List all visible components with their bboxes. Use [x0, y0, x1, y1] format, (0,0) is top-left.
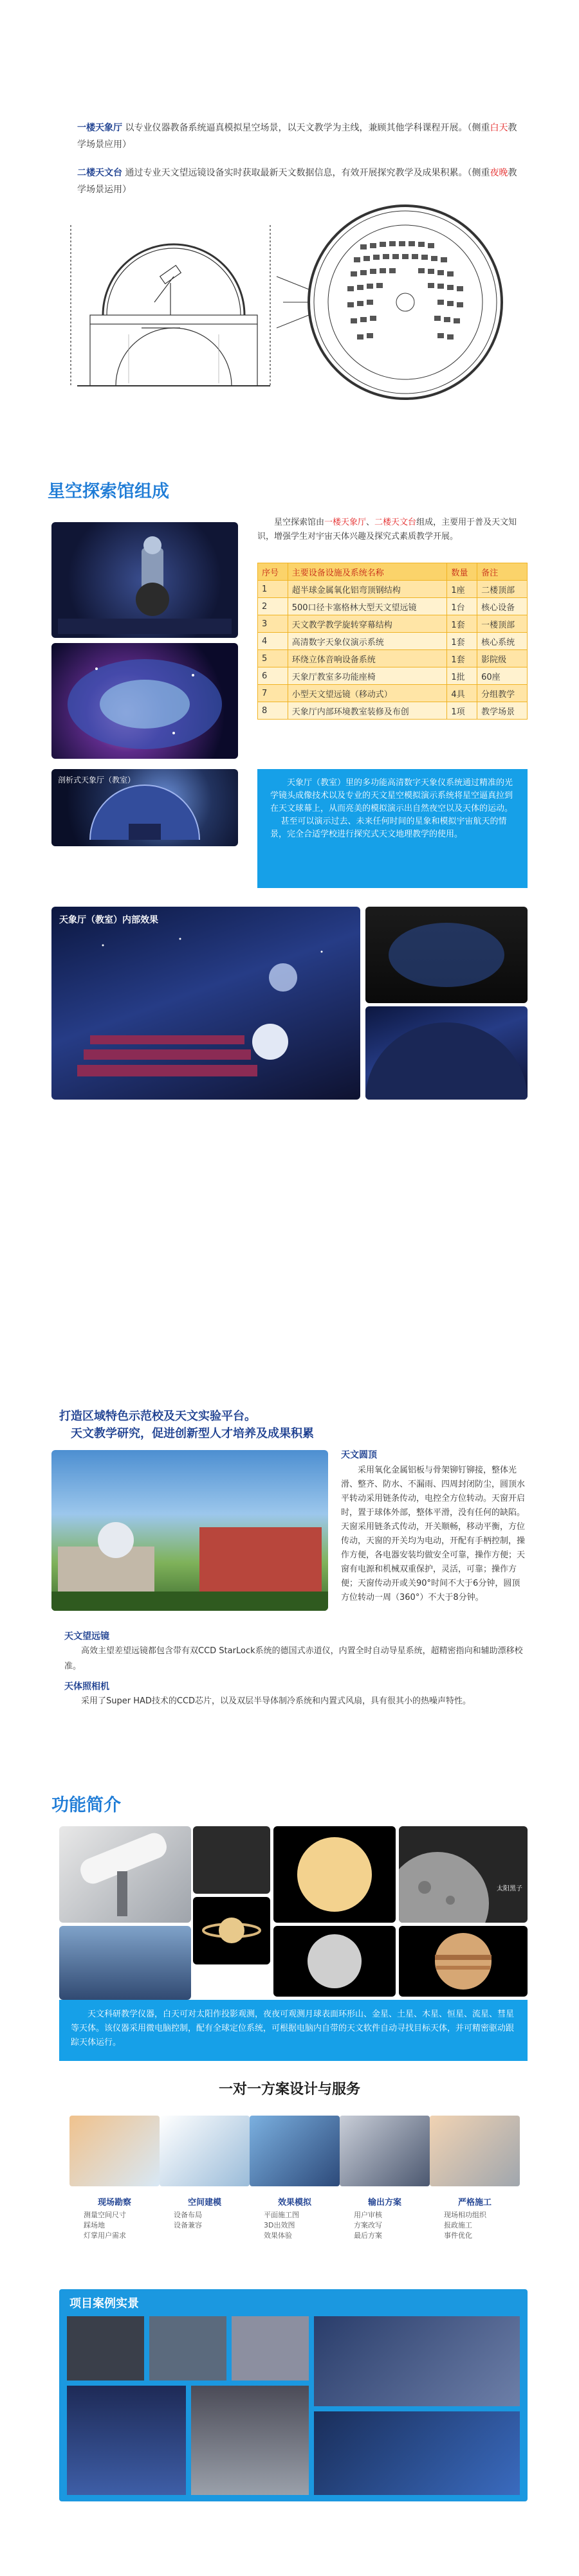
dome-interior-caption: 天象厅（教室）内部效果: [59, 915, 158, 925]
sunspot-label: 太阳黑子: [497, 1885, 522, 1892]
cutaway-planetarium-photo: [51, 769, 238, 846]
intro-p1-title: 一楼天象厅: [77, 123, 122, 133]
dome-feature-title: 天文圆顶: [341, 1450, 377, 1460]
students-observing-photo: [59, 1926, 191, 2000]
starfield-photo-a: [365, 907, 528, 1003]
case-photo: [149, 2316, 226, 2381]
intro-paragraph-2: 二楼天文台 通过专业天文望远镜设备实时获取最新天文数据信息，有效开展探究教学及成果积累。（侧重夜晚教学场景运用）: [77, 168, 517, 195]
table-row: 6 天象厅教室多功能座椅 1批 60座: [258, 667, 528, 685]
table-header-row: 序号 主要设备设施及系统名称 数量 备注: [258, 563, 528, 581]
observatory-visit-photo: [193, 1826, 270, 1894]
moon-full-photo: [273, 1926, 396, 1997]
camera-body: 采用了Super HAD技术的CCD芯片，以及双层半导体制冷系统和内置式风扇，具有很其小的热噪声特性。: [81, 1696, 472, 1706]
service-card-construction: 严格施工 现场相功组织 报政施工 事件优化: [430, 2116, 520, 2228]
table-row: 4 高清数字天象仪演示系统 1套 核心系统: [258, 633, 528, 650]
table-row: 8 天象厅内部环境教室装修及布创 1项 教学场景: [258, 702, 528, 720]
section-title-cases: 项目案例实景: [69, 2297, 139, 2310]
service-card-image: [430, 2116, 520, 2186]
intro-p2-title: 二楼天文台: [77, 168, 122, 178]
service-card-survey: 现场勘察 测量空间尺寸 踩场地 灯掌用户需求: [69, 2116, 160, 2228]
planetarium-info-panel: 天象厅（教室）里的多功能高清数字天象仪系统通过精准的光学镜头成像技术以及专业的天文星空模拟演示系统将星空逼真拉到在天文球幕上，从而亮美的模拟演示出自然夜空以及天体的运动。 甚至可以演示过去、未来任何时间的星象和模拟宇宙航天的情景，完全合适学校进行探究式天文地理教学的使用。: [257, 769, 528, 888]
case-photo: [314, 2411, 520, 2495]
telescope-body: 高效主望差望远镜都包含带有双CCD StarLock系统的德国式赤道仪，内置全时自动导星系统，超精密指向和辅助漂移校准。: [64, 1646, 523, 1671]
service-card-image: [160, 2116, 250, 2186]
saturn-photo: [193, 1897, 270, 1964]
dome-interior-photo: [51, 907, 360, 1100]
camera-title: 天体照相机: [64, 1682, 109, 1692]
service-card-image: [340, 2116, 430, 2186]
projector-photo: [51, 522, 238, 638]
dome-feature-body: 采用氧化金属铝板与骨架铆钉铆接，整体光滑、整齐、防水、不漏雨、四周封闭防尘，圆顶水平转动采用链条传动，电控全方位转动。天窗开启时，置于球体外部，整体平滑，没有任何的缺陷。天窗采用链条式传动，开关顺畅，移动平衡，方位传动，天窗的开关均为电动，开配有手柄控制，操作方便，各电器安装均做安全可靠，操作方便；天窗有电源和机械双重保护，灵活，可靠；操作方便；天窗传动开或关90°时间不大于6分钟，圆顶方位转动一周（360°）不大于8分钟。: [341, 1465, 526, 1602]
service-card-image: [69, 2116, 160, 2186]
case-photo: [232, 2316, 309, 2381]
telescope-photo: [59, 1826, 191, 1923]
service-card-modeling: 空间建模 设备布局 设备兼容: [160, 2116, 250, 2228]
table-row: 2 500口径卡塞格林大型天文望远镜 1台 核心设备: [258, 598, 528, 615]
table-row: 7 小型天文望远镜（移动式） 4具 分组教学: [258, 685, 528, 702]
case-photo: [191, 2386, 309, 2495]
jupiter-photo: [399, 1926, 528, 1997]
campus-observatory-photo: [51, 1450, 328, 1611]
starfield-dome-photo: [51, 643, 238, 759]
sun-observation-photo: [273, 1826, 396, 1923]
starfield-photo-b: [365, 1006, 528, 1100]
table-row: 5 环绕立体音响设备系统 1套 影院级: [258, 650, 528, 667]
service-card-proposal: 输出方案 用户审核 方案改写 最后方案: [340, 2116, 430, 2228]
planetarium-plan-drawing: [264, 193, 521, 405]
cutaway-caption: 剖析式天象厅（教室）: [58, 776, 136, 785]
table-row: 3 天文教学教学旋转穿幕结构 1套 一楼顶部: [258, 615, 528, 633]
section-title-service: 一对一方案设计与服务: [218, 2082, 360, 2098]
case-photo: [67, 2316, 144, 2381]
section1-description: 星空探索馆由一楼天象厅、二楼天文台组成，主要用于普及天文知识，增强学生对宇宙天体兴趣及探究式素质教学开展。: [257, 518, 517, 541]
equipment-table: [257, 563, 528, 720]
intro-paragraph-1: 一楼天象厅 以专业仪器教备系统逼真模拟星空场景，以天文教学为主线，兼顾其他学科课程开展。（侧重白天教学场景应用）: [77, 123, 517, 150]
case-photo: [67, 2386, 186, 2495]
section3-headline-1: 打造区域特色示范校及天文实验平台。: [59, 1410, 256, 1423]
section-title-composition: 星空探索馆组成: [48, 482, 169, 502]
moon-surface-photo: [399, 1826, 528, 1923]
section-title-features: 功能简介: [51, 1795, 121, 1815]
section3-headline-2: 天文教学研究，促进创新型人才培养及成果积累: [71, 1427, 314, 1440]
table-row: 1 超半球金属氧化铝弯顶钢结构 1座 二楼顶部: [258, 581, 528, 598]
case-photo-large: [314, 2316, 520, 2406]
project-cases-panel: [59, 2289, 528, 2501]
dome-section-drawing: [64, 212, 277, 392]
service-card-simulation: 效果模拟 平面施工图 3D出效图 效果体验: [250, 2116, 340, 2228]
service-card-image: [250, 2116, 340, 2186]
telescope-title: 天文望远镜: [64, 1631, 109, 1642]
telescope-feature-panel: 天文科研教学仪器，白天可对太阳作投影观测，夜夜可观测月球表面环形山、金星、土星、木星、恒星、流星、彗星等天体。该仪器采用微电脑控制，配有全球定位系统，可根据电脑内自带的天文软件自动寻找目标天体，并可精密驱动跟踪天体运行。: [59, 2000, 528, 2061]
